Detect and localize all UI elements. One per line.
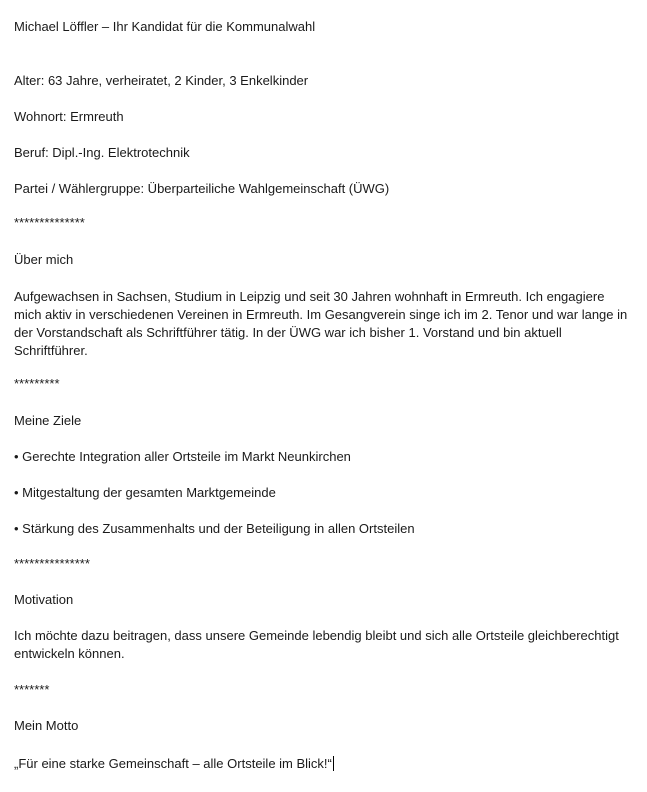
- goal-item: • Gerechte Integration aller Ortsteile im Markt Neunkirchen: [14, 449, 351, 464]
- separator: *********: [14, 376, 60, 391]
- party-line: Partei / Wählergruppe: Überparteiliche Wahlgemeinschaft (ÜWG): [14, 181, 390, 196]
- separator: **************: [14, 215, 85, 230]
- age-line: Alter: 63 Jahre, verheiratet, 2 Kinder, 3 Enkelkinder: [14, 73, 309, 88]
- goals-heading: Meine Ziele: [14, 413, 82, 428]
- motto-heading: Mein Motto: [14, 718, 79, 733]
- goal-item: • Stärkung des Zusammenhalts und der Beteiligung in allen Ortsteilen: [14, 521, 415, 536]
- about-paragraph: Aufgewachsen in Sachsen, Studium in Leipzig und seit 30 Jahren wohnhaft in Ermreuth. Ich engagiere mich aktiv in verschiedenen Vereinen in Ermreuth. Im Gesangverein singe ich im 2. Tenor und war lange in der Vorstandschaft als Schriftführer tätig. In der ÜWG war ich bisher 1. Vorstand und bin aktuell Schriftführer.: [14, 289, 628, 358]
- residence-line: Wohnort: Ermreuth: [14, 109, 124, 124]
- document-title: Michael Löffler – Ihr Kandidat für die Kommunalwahl: [14, 19, 316, 34]
- text-cursor: [333, 756, 334, 771]
- goal-item: • Mitgestaltung der gesamten Marktgemeinde: [14, 485, 276, 500]
- motto-line[interactable]: [14, 755, 334, 773]
- motivation-paragraph: Ich möchte dazu beitragen, dass unsere Gemeinde lebendig bleibt und sich alle Ortsteile gleichberechtigt entwickeln können.: [14, 628, 619, 661]
- about-heading: Über mich: [14, 252, 74, 267]
- motivation-heading: Motivation: [14, 592, 74, 607]
- motto-text: „Für eine starke Gemeinschaft – alle Ortsteile im Blick!“: [14, 756, 332, 771]
- profession-line: Beruf: Dipl.-Ing. Elektrotechnik: [14, 145, 190, 160]
- separator: ***************: [14, 556, 90, 571]
- separator: *******: [14, 682, 50, 697]
